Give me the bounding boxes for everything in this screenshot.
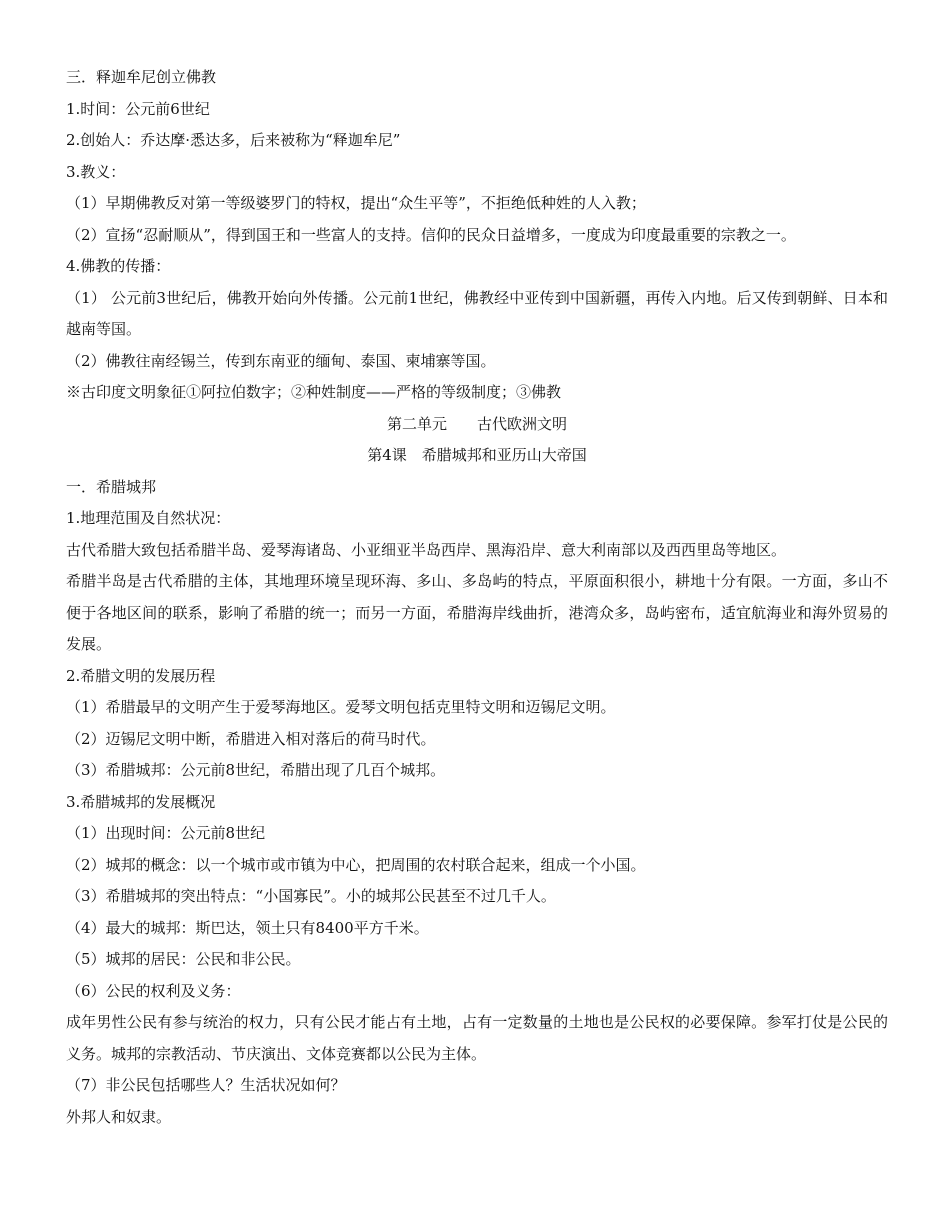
india-symbols-note: ※古印度文明象征①阿拉伯数字；②种姓制度——严格的等级制度；③佛教 (66, 383, 562, 401)
greece-dev-3: （3）希腊城邦：公元前8世纪，希腊出现了几百个城邦。 (66, 761, 446, 779)
city-state-item-5: （5）城邦的居民：公民和非公民。 (66, 950, 301, 968)
citizen-rights-paragraph: 成年男性公民有参与统治的权力，只有公民才能占有土地，占有一定数量的土地也是公民权的必要保障。参军打仗是公民的义务。城邦的宗教活动、节庆演出、文体竞赛都以公民为主体。 (66, 1013, 888, 1063)
lesson-title: 第4课 希腊城邦和亚历山大帝国 (367, 446, 587, 464)
greece-geo-paragraph-2: 希腊半岛是古代希腊的主体，其地理环境呈现环海、多山、多岛屿的特点，平原面积很小，耕地十分有限。一方面，多山不便于各地区间的联系，影响了希腊的统一；而另一方面，希腊海岸线曲折，港湾众多，岛屿密布，适宜航海业和海外贸易的发展。 (66, 572, 888, 653)
greece-geo-heading: 1.地理范围及自然状况： (66, 509, 231, 527)
buddhism-doctrine-2: （2）宣扬“忍耐顺从”，得到国王和一些富人的支持。信仰的民众日益增多，一度成为印度最重要的宗教之一。 (66, 225, 796, 244)
buddhism-spread-heading: 4.佛教的传播： (66, 257, 171, 275)
buddhism-doctrine-1: （1）早期佛教反对第一等级婆罗门的特权，提出“众生平等”，不拒绝低种姓的人入教； (66, 194, 646, 212)
greece-dev-1: （1）希腊最早的文明产生于爱琴海地区。爱琴文明包括克里特文明和迈锡尼文明。 (66, 698, 616, 716)
buddhism-doctrine-heading: 3.教义： (66, 162, 126, 181)
greece-dev-heading: 2.希腊文明的发展历程 (66, 666, 216, 685)
city-state-item-1: （1）出现时间：公元前8世纪 (66, 824, 266, 842)
section-heading-buddhism: 三．释迦牟尼创立佛教 (66, 68, 217, 86)
city-state-item-3: （3）希腊城邦的突出特点：“小国寡民”。小的城邦公民甚至不过几千人。 (66, 887, 556, 905)
greece-dev-2: （2）迈锡尼文明中断，希腊进入相对落后的荷马时代。 (66, 729, 436, 748)
city-state-heading: 3.希腊城邦的发展概况 (66, 792, 216, 811)
greece-geo-paragraph-1: 古代希腊大致包括希腊半岛、爱琴海诸岛、小亚细亚半岛西岸、黑海沿岸、意大利南部以及西西里岛等地区。 (66, 540, 787, 559)
city-state-item-4: （4）最大的城邦：斯巴达，领土只有8400平方千米。 (66, 918, 429, 937)
city-state-answer-7: 外邦人和奴隶。 (66, 1107, 172, 1126)
buddhism-spread-1: （1） 公元前3世纪后，佛教开始向外传播。公元前1世纪，佛教经中亚传到中国新疆，再传入内地。后又传到朝鲜、日本和越南等国。 (66, 288, 888, 338)
buddhism-time: 1.时间：公元前6世纪 (66, 99, 210, 118)
city-state-item-2: （2）城邦的概念：以一个城市或市镇为中心，把周围的农村联合起来，组成一个小国。 (66, 855, 646, 874)
document-page (66, 62, 888, 1133)
buddhism-spread-2: （2）佛教往南经锡兰，传到东南亚的缅甸、泰国、柬埔寨等国。 (66, 351, 496, 370)
section-heading-greece: 一．希腊城邦 (66, 477, 157, 496)
city-state-item-6: （6）公民的权利及义务： (66, 981, 241, 1000)
city-state-item-7: （7）非公民包括哪些人？生活状况如何？ (66, 1076, 346, 1094)
unit-title: 第二单元 古代欧洲文明 (386, 414, 567, 433)
buddhism-founder: 2.创始人：乔达摩·悉达多，后来被称为“释迦牟尼” (66, 131, 401, 149)
